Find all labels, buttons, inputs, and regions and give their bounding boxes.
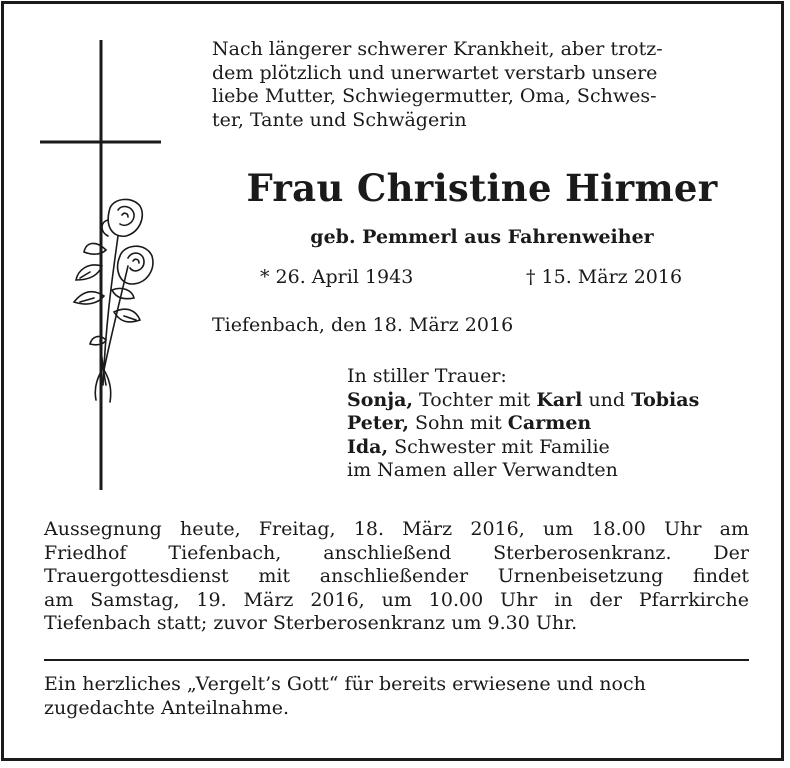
mourner-name: Tobias [631,388,700,411]
service-line: am Samstag, 19. März 2016, um 10.00 Uhr in der Pfarrkirche [44,588,749,611]
thanks-line: Ein herzliches „Vergelt’s Gott“ für bereits erwiesene und noch [44,673,646,695]
mourner-relation: und [582,388,632,411]
mourner-line [347,412,752,436]
mourner-name: Carmen [507,412,592,434]
thanks-text [44,673,749,720]
mourner-line [347,436,752,460]
service-line: Tiefenbach statt; zuvor Sterberosenkranz um 9.30 Uhr. [44,612,578,634]
intro-text [212,38,752,132]
divider [44,659,749,661]
mourner-relation: Tochter mit [413,388,537,411]
birth-date: * 26. April 1943 [260,266,414,288]
mourner-name: Ida, [347,435,389,458]
cross-with-roses-icon [40,40,165,495]
intro-line: dem plötzlich und unerwartet verstarb unsere [212,61,658,84]
mourners-closing: im Namen aller Verwandten [347,459,618,481]
mourner-name: Peter, [347,412,409,434]
intro-line: liebe Mutter, Schwiegermutter, Oma, Schwes- [212,85,657,107]
deceased-name: Frau Christine Hirmer [246,166,718,210]
service-line: Aussegnung heute, Freitag, 18. März 2016, um 18.00 Uhr am [44,518,749,540]
thanks-line: zugedachte Anteilnahme. [44,696,290,719]
death-date: † 15. März 2016 [526,266,683,288]
mourner-line [347,389,752,413]
intro-line: ter, Tante und Schwägerin [212,108,467,131]
service-line: Trauergottesdienst mit anschließender Urnenbeisetzung findet [44,565,749,587]
mourners-block [347,365,752,483]
birth-name: geb. Pemmerl aus Fahrenweiher [310,226,654,248]
mourner-name: Sonja, [347,388,414,411]
mourner-relation: Sohn mit [408,412,508,434]
place-date: Tiefenbach, den 18. März 2016 [212,314,514,336]
mourners-heading: In stiller Trauer: [347,365,507,387]
intro-line: Nach längerer schwerer Krankheit, aber trotz- [212,38,663,60]
mourner-name: Karl [536,388,583,411]
service-line: Friedhof Tiefenbach, anschließend Sterberosenkranz. Der [44,541,749,564]
service-info [44,518,749,636]
mourner-relation: Schwester mit Familie [388,435,610,458]
